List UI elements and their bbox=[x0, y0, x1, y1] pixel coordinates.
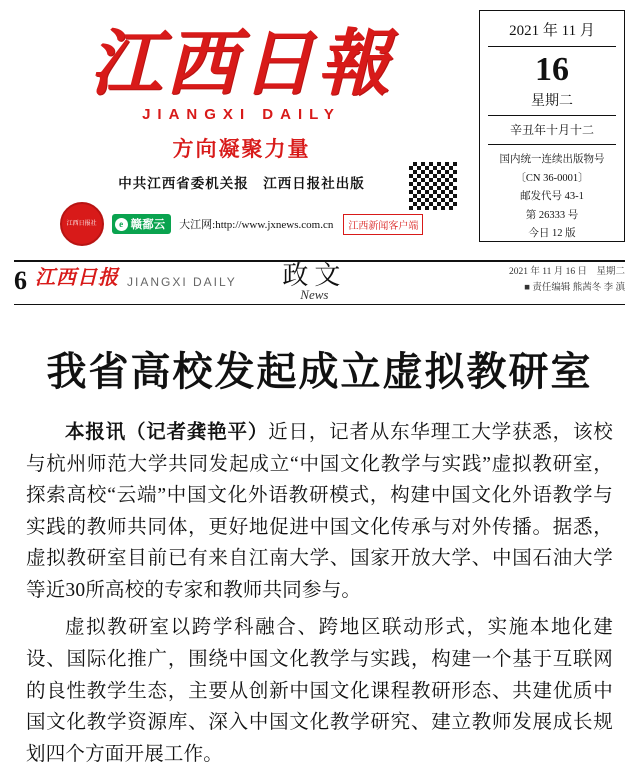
qr-code-icon[interactable] bbox=[407, 160, 459, 212]
meta-line: 国内统一连续出版物号 bbox=[499, 154, 605, 166]
section-meta bbox=[509, 264, 625, 296]
meta-line: 邮发代号 43-1 bbox=[520, 191, 584, 203]
section-title: 政文 bbox=[282, 261, 347, 290]
date-weekday: 星期二 bbox=[531, 94, 573, 110]
article-paragraph-text: 虚拟教研室以跨学科融合、跨地区联动形式，实施本地化建设、国际化推广，围绕中国文化教学与实践，构建一个基于互联网的良性教学生态，主要从创新中国文化课程教研形态、共建优质中国文化教学资源库、深入中国文化教学研究、建立教师发展成长规划四个方面开展工作。 bbox=[26, 617, 613, 765]
article-byline: 本报讯（记者龚艳平） bbox=[65, 421, 269, 443]
meta-line: 〔CN 36-0001〕 bbox=[515, 172, 589, 184]
masthead bbox=[0, 0, 639, 256]
website-url-link[interactable]: 大江网:http://www.jxnews.com.cn bbox=[179, 219, 334, 231]
section-title-en: News bbox=[300, 287, 329, 303]
date-lunar: 辛丑年十月十二 bbox=[509, 123, 594, 138]
newspaper-title: 江西日報 bbox=[89, 24, 394, 104]
cloud-icon: e bbox=[115, 218, 128, 231]
meta-line: 今日 12 版 bbox=[528, 227, 576, 239]
mini-masthead-logo-en: JIANGXI DAILY bbox=[127, 275, 237, 289]
newspaper-publisher: 中共江西省委机关报 江西日报社出版 bbox=[118, 176, 365, 191]
date-year-month: 2021 年 11 月 bbox=[509, 23, 595, 39]
publication-meta bbox=[486, 145, 618, 243]
article-paragraph bbox=[26, 417, 613, 606]
section-header bbox=[14, 260, 625, 304]
section-date-line: 2021 年 11 月 16 日 星期二 bbox=[508, 267, 625, 277]
page-number: 6 bbox=[14, 266, 27, 295]
publisher-seal-icon: 江西日报社 bbox=[60, 202, 104, 246]
newspaper-slogan: 方向凝聚力量 bbox=[172, 137, 311, 161]
article-paragraph bbox=[26, 612, 613, 770]
newspaper-title-pinyin: JIANGXI DAILY bbox=[142, 106, 341, 123]
article bbox=[0, 305, 639, 770]
mini-masthead-logo: 江西日报 bbox=[35, 267, 119, 289]
date-box bbox=[479, 10, 625, 242]
ganpo-cloud-button[interactable] bbox=[112, 214, 172, 234]
article-headline: 我省高校发起成立虚拟教研室 bbox=[46, 348, 593, 394]
masthead-brand bbox=[14, 10, 469, 256]
masthead-links-row bbox=[60, 202, 424, 246]
article-paragraph-text: 近日，记者从东华理工大学获悉，该校与杭州师范大学共同发起成立“中国文化教学与实践”虚拟教研室，探索高校“云端”中国文化外语教研模式，构建中国文化外语教学与实践的教师共同体，更好地促进中国文化传承与对外传播。据悉，虚拟教研室目前已有来自江南大学、国家开放大学、中国石油大学等近30所高校的专家和教师共同参与。 bbox=[26, 421, 613, 601]
meta-line: 第 26333 号 bbox=[525, 209, 579, 221]
ganpo-cloud-label: 赣鄱云 bbox=[130, 219, 166, 231]
mobile-client-tag[interactable]: 江西新闻客户端 bbox=[343, 214, 423, 235]
section-credit-line: ■ 责任编辑 熊茜冬 李 滇 bbox=[524, 283, 625, 294]
date-day: 16 bbox=[535, 51, 569, 88]
section-title-wrap bbox=[282, 262, 346, 303]
